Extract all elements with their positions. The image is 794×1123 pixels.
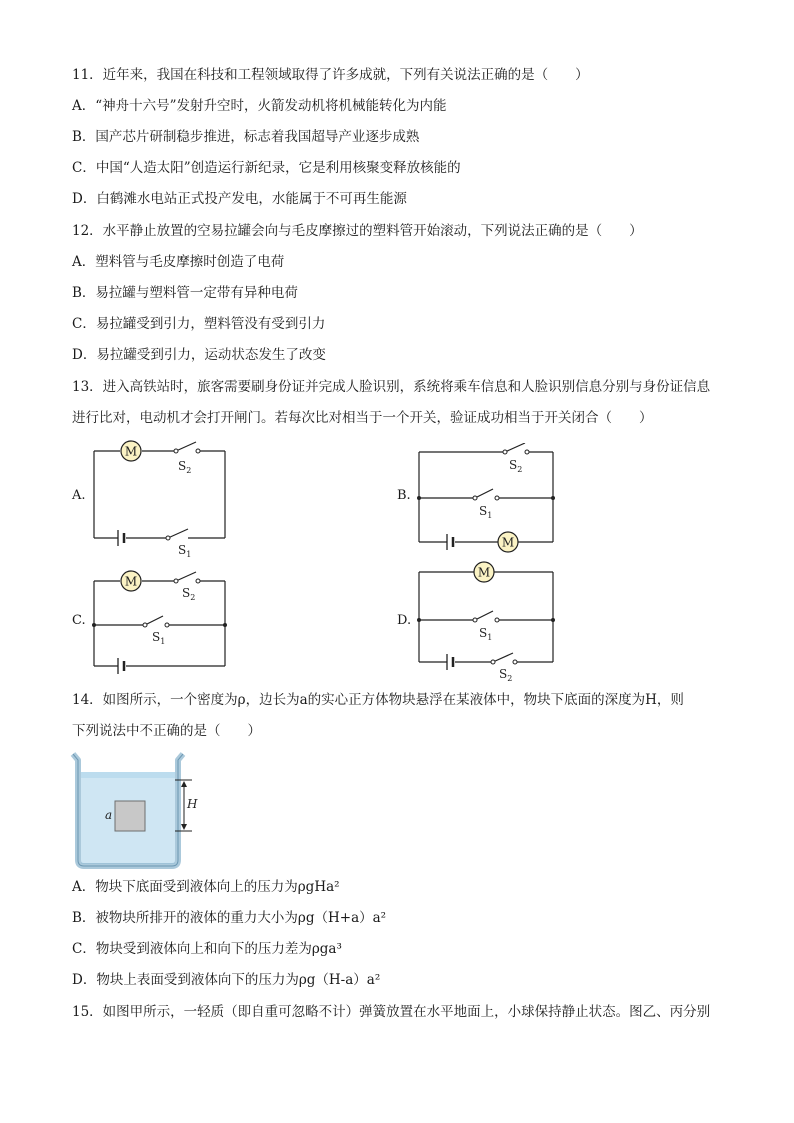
q12-option-a: A．塑料管与毛皮摩擦时创造了电荷 [72,254,285,270]
svg-text:M: M [477,565,491,580]
svg-text:a: a [105,808,113,822]
battery-icon [118,658,124,674]
svg-text:S1: $S_1$ [178,543,192,559]
svg-text:M: M [124,444,138,459]
battery-icon [447,654,453,670]
circuit-d-diagram [415,560,560,685]
circuit-c-diagram [90,568,235,678]
q12-stem: 12．水平静止放置的空易拉罐会向与毛皮摩擦过的塑料管开始滚动，下列说法正确的是（ ） [72,223,643,239]
svg-text:S1: $S_1$ [479,626,493,642]
svg-text:S2: $S_2$ [499,667,513,683]
svg-text:M: M [501,535,515,550]
q14-option-c: C．物块受到液体向上和向下的压力差为ρga³ [72,941,342,957]
q11-option-a: A．“神舟十六号”发射升空时，火箭发动机将机械能转化为内能 [72,98,447,114]
svg-text:H: H [187,797,198,811]
q13-stem-line1: 13．进入高铁站时，旅客需要刷身份证并完成人脸识别，系统将乘车信息和人脸识别信息分别与身份证信息 [72,379,711,395]
svg-text:S2: $S_2$ [182,586,196,602]
q14-option-d: D．物块上表面受到液体向下的压力为ρg（H-a）a² [72,972,381,988]
q14-stem-line2: 下列说法中不正确的是（ ） [72,723,261,739]
motor-icon [498,532,518,552]
svg-text:S1: $S_1$ [479,504,493,520]
svg-text:S1: $S_1$ [152,630,166,646]
motor-icon [121,441,141,461]
motor-icon [474,562,494,582]
circuit-b-label: B. [397,488,411,503]
beaker-figure [68,750,208,870]
q14-stem-line1: 14．如图所示，一个密度为ρ，边长为a的实心正方体物块悬浮在某液体中，物块下底面的深度为H，则 [72,692,684,708]
motor-icon [121,571,141,591]
q11-option-d: D．白鹤滩水电站正式投产发电，水能属于不可再生能源 [72,191,407,207]
circuit-a-label: A. [72,488,86,503]
q11-stem: 11．近年来，我国在科技和工程领域取得了许多成就，下列有关说法正确的是（ ） [72,67,589,83]
battery-icon [447,534,453,550]
q13-stem-line2: 进行比对，电动机才会打开闸门。若每次比对相当于一个开关，验证成功相当于开关闭合（ ） [72,410,653,426]
svg-text:S2: $S_2$ [509,458,523,474]
battery-icon [118,530,124,546]
q12-option-d: D．易拉罐受到引力，运动状态发生了改变 [72,347,326,363]
q15-stem: 15．如图甲所示，一轻质（即自重可忽略不计）弹簧放置在水平地面上，小球保持静止状态。图乙、丙分别 [72,1004,711,1020]
q14-option-a: A．物块下底面受到液体向上的压力为ρgHa² [72,879,340,895]
cube-block [115,801,145,831]
circuit-a-diagram [90,438,235,563]
svg-text:S2: $S_2$ [178,459,192,475]
circuit-d-label: D. [397,613,412,628]
circuit-c-label: C. [72,613,86,628]
circuit-b-diagram [415,443,560,558]
q12-option-c: C．易拉罐受到引力，塑料管没有受到引力 [72,316,326,332]
q14-option-b: B．被物块所排开的液体的重力大小为ρg（H+a）a² [72,910,387,926]
q12-option-b: B．易拉罐与塑料管一定带有异种电荷 [72,285,298,301]
q11-option-c: C．中国“人造太阳”创造运行新纪录，它是利用核聚变释放核能的 [72,160,461,176]
q11-option-b: B．国产芯片研制稳步推进，标志着我国超导产业逐步成熟 [72,129,420,145]
svg-text:M: M [124,574,138,589]
